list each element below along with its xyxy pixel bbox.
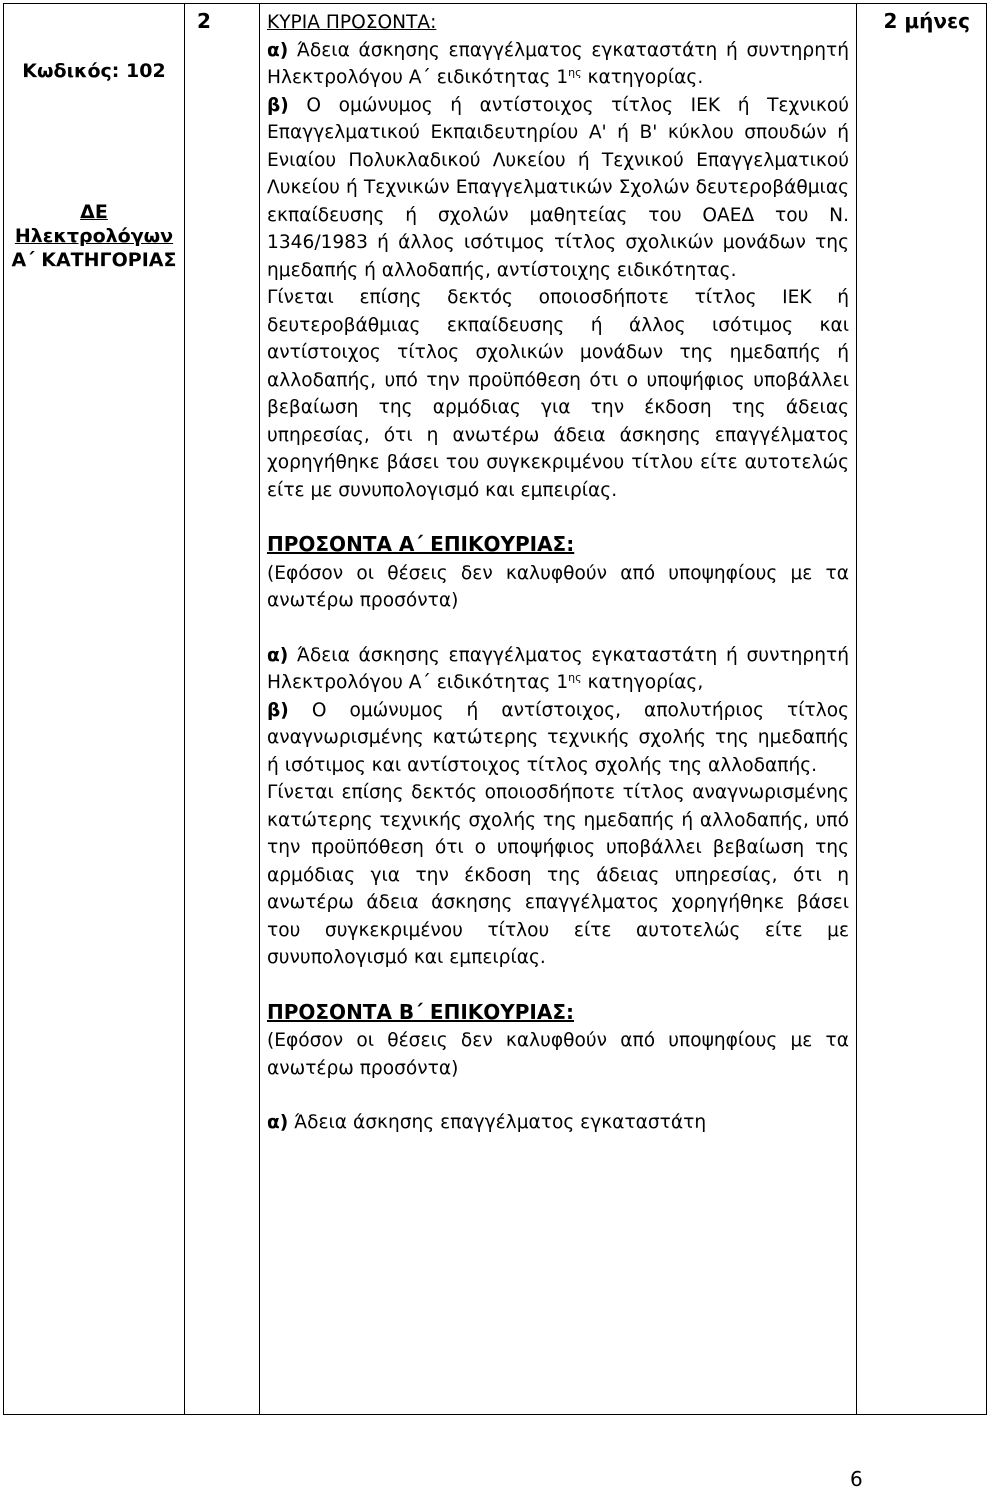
main-item-a-label: α): [267, 39, 289, 61]
positions-count: 2: [185, 4, 260, 1415]
subsidiary-a-item-b-text: Ο ομώνυμος ή αντίστοιχος, απολυτήριος τίτλος αναγνωρισμένης κατώτερης τεχνικής σχολής της ημεδαπής ή ισότιμος και αντίστοιχος τίτλος σχολής της αλλοδαπής.: [267, 699, 849, 776]
specialty-line-2: Α΄ ΚΑΤΗΓΟΡΙΑΣ: [11, 249, 177, 271]
subsidiary-a-note: (Εφόσον οι θέσεις δεν καλυφθούν από υποψηφίους με τα ανωτέρω προσόντα): [267, 562, 849, 611]
main-item-a-text: Άδεια άσκησης επαγγέλματος εγκαταστάτη ή συντηρητή Ηλεκτρολόγου Α΄ ειδικότητας 1: [267, 39, 849, 88]
subsidiary-b-item-a-text: Άδεια άσκησης επαγγέλματος εγκαταστάτη: [288, 1112, 707, 1133]
specialty-line-1: ΔΕ Ηλεκτρολόγων: [14, 201, 174, 247]
specialty-name: [4, 200, 184, 272]
main-item-b-text: Ο ομώνυμος ή αντίστοιχος τίτλος ΙΕΚ ή Τεχνικού Επαγγελματικού Εκπαιδευτηρίου Α' ή Β' κύκλου σπουδών ή Ενιαίου Πολυκλαδικού Λυκείου ή Τεχνικού Επαγγελματικού Λυκείου ή Τεχνικών Επαγγελματικών Σχολών δευτεροβάθμιας εκπαίδευσης ή σχολών μαθητείας του ΟΑΕΔ του Ν. 1346/1983 ή άλλος ισότιμος τίτλος σχολικών μονάδων της ημεδαπής ή αλλοδαπής, αντίστοιχης ειδικότητας.: [267, 94, 849, 281]
subsidiary-a-item-a: [267, 642, 849, 697]
table-row: [4, 4, 987, 1415]
main-also-accepted: Γίνεται επίσης δεκτός οποιοσδήποτε τίτλος ΙΕΚ ή δευτεροβάθμιας εκπαίδευσης ή άλλος ισότιμος και αντίστοιχος τίτλος σχολικών μονάδων της ημεδαπής ή αλλοδαπής, υπό την προϋπόθεση ότι ο υποψήφιος υποβάλλει βεβαίωση της αρμόδιας για την έκδοση της άδειας υπηρεσίας, ότι η ανωτέρω άδεια άσκησης επαγγέλματος χορηγήθηκε βάσει του συγκεκριμένου τίτλου είτε αυτοτελώς είτε με συνυπολογισμό και εμπειρίας.: [267, 287, 849, 501]
subsidiary-a-heading: ΠΡΟΣΟΝΤΑ Α΄ ΕΠΙΚΟΥΡΙΑΣ:: [267, 532, 575, 556]
main-item-a: [267, 37, 849, 92]
position-cell: [4, 4, 185, 1415]
subsidiary-b-heading: ΠΡΟΣΟΝΤΑ Β΄ ΕΠΙΚΟΥΡΙΑΣ:: [267, 999, 574, 1024]
subsidiary-a-item-a-superscript: ης: [568, 671, 582, 684]
subsidiary-b-note: (Εφόσον οι θέσεις δεν καλυφθούν από υποψηφίους με τα ανωτέρω προσόντα): [267, 1030, 849, 1079]
main-item-b: [267, 92, 849, 285]
main-item-a-superscript: ης: [568, 66, 582, 79]
main-item-a-tail: κατηγορίας.: [581, 67, 704, 88]
main-item-b-label: β): [267, 94, 289, 116]
qualifications-table: [3, 3, 987, 1415]
position-code: Κωδικός: 102: [22, 60, 166, 82]
qualifications-cell: [260, 4, 857, 1415]
page-number: 6: [850, 1467, 863, 1491]
subsidiary-b-item-a: [267, 1109, 849, 1137]
subsidiary-a-item-b: [267, 697, 849, 780]
main-qualifications-heading: ΚΥΡΙΑ ΠΡΟΣΟΝΤΑ:: [267, 12, 437, 33]
subsidiary-a-item-a-tail: κατηγορίας,: [581, 672, 704, 693]
subsidiary-a-item-b-label: β): [267, 699, 289, 721]
subsidiary-a-also-accepted: Γίνεται επίσης δεκτός οποιοσδήποτε τίτλος αναγνωρισμένης κατώτερης τεχνικής σχολής της ημεδαπής ή αλλοδαπής, υπό την προϋπόθεση ότι ο υποψήφιος υποβάλλει βεβαίωση της αρμόδιας για την έκδοση της άδειας υπηρεσίας, ότι η ανωτέρω άδεια άσκησης επαγγέλματος χορηγήθηκε βάσει του συγκεκριμένου τίτλου είτε αυτοτελώς είτε με συνυπολογισμό και εμπειρίας.: [267, 782, 849, 968]
subsidiary-b-item-a-label: α): [267, 1112, 289, 1133]
subsidiary-a-item-a-label: α): [267, 644, 289, 666]
subsidiary-a-item-a-text: Άδεια άσκησης επαγγέλματος εγκαταστάτη ή συντηρητή Ηλεκτρολόγου Α΄ ειδικότητας 1: [267, 644, 849, 693]
contract-duration: 2 μήνες: [857, 4, 987, 1415]
